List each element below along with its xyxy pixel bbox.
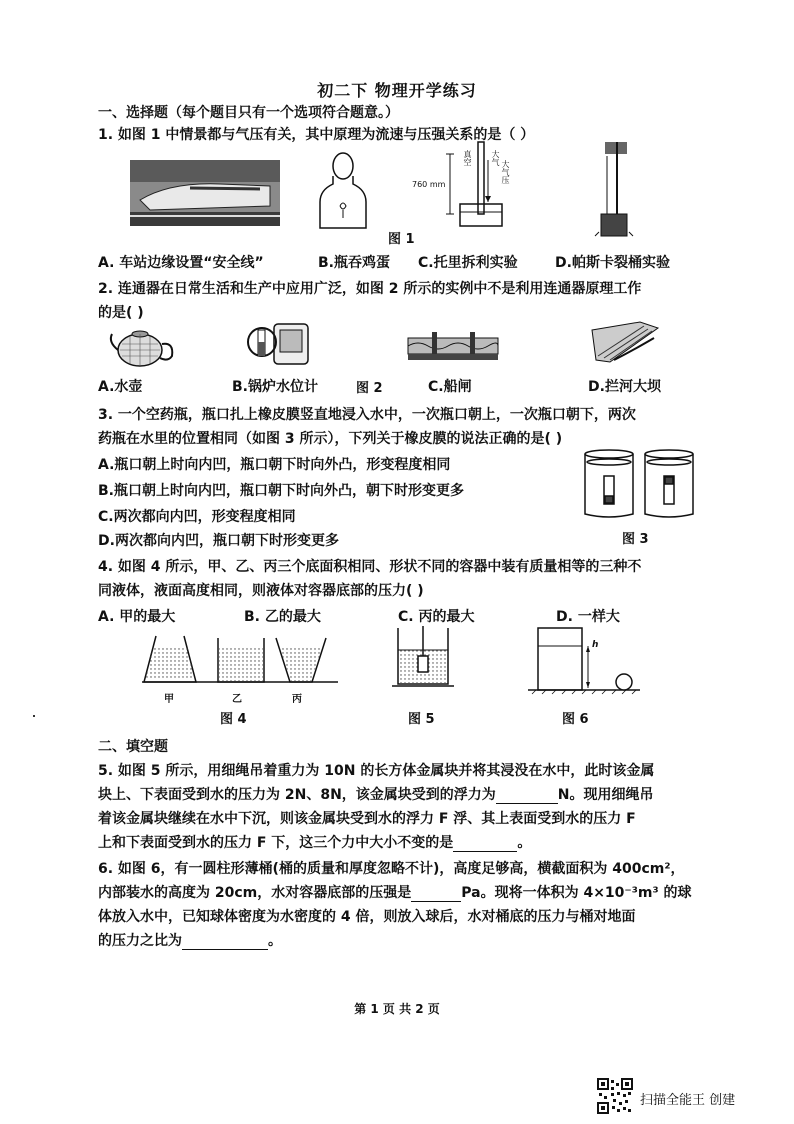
q2-option-a: A.水壶 xyxy=(98,379,143,395)
q1-option-d: D.帕斯卡裂桶实验 xyxy=(555,255,670,271)
q2-option-b: B.锅炉水位计 xyxy=(232,379,318,395)
section2-heading: 二、填空题 xyxy=(98,739,168,755)
q5-line1: 5. 如图 5 所示，用细绳吊着重力为 10N 的长方体金属块并将其浸没在水中，此时该金属 xyxy=(98,763,655,779)
fig1-caption: 图 1 xyxy=(388,232,415,247)
fig3-beakers-icon xyxy=(582,448,698,520)
torricelli-air-pressure-label: 大气压 xyxy=(501,160,510,184)
scanner-brand-text: 扫描全能王 创建 xyxy=(640,1093,736,1108)
fig5-caption: 图 5 xyxy=(408,712,435,727)
torricelli-air-label: 大气 xyxy=(491,150,500,166)
q5-line2-text-b: N。现用细绳吊 xyxy=(557,787,654,803)
q2-option-c: C.船闸 xyxy=(428,379,472,395)
q6-ratio-blank[interactable] xyxy=(182,935,268,950)
fig2-caption: 图 2 xyxy=(356,381,383,396)
container-label-jia: 甲 xyxy=(164,694,174,705)
q5-constant-force-blank[interactable] xyxy=(453,837,517,852)
torricelli-vacuum-label: 真空 xyxy=(463,150,472,166)
q4-option-a: A. 甲的最大 xyxy=(98,609,176,625)
q1-option-c: C.托里拆利实验 xyxy=(418,255,518,271)
q5-line2 xyxy=(98,784,654,804)
ship-lock-icon xyxy=(408,330,498,362)
q4-stem-line2: 同液体，液面高度相同，则液体对容器底部的压力( ) xyxy=(98,583,424,599)
q6-line4-text-a: 的压力之比为 xyxy=(98,933,182,949)
q3-option-a: A.瓶口朝上时向内凹，瓶口朝下时向外凸，形变程度相同 xyxy=(98,457,451,473)
q2-option-d: D.拦河大坝 xyxy=(588,379,661,395)
q3-option-d: D.两次都向内凹，瓶口朝下时形变更多 xyxy=(98,533,339,549)
fig4-caption: 图 4 xyxy=(220,712,247,727)
q3-stem-line2: 药瓶在水里的位置相同（如图 3 所示），下列关于橡皮膜的说法正确的是( ) xyxy=(98,431,563,447)
bottle-egg-icon xyxy=(318,152,368,230)
q3-option-c: C.两次都向内凹，形变程度相同 xyxy=(98,509,296,525)
q4-option-d: D. 一样大 xyxy=(556,609,620,625)
qr-code-icon xyxy=(597,1078,633,1114)
q5-line4 xyxy=(98,832,531,852)
q5-buoyancy-blank[interactable] xyxy=(496,789,558,804)
boiler-gauge-icon xyxy=(244,318,314,368)
q5-line2-text-a: 块上、下表面受到水的压力为 2N、8N，该金属块受到的浮力为 xyxy=(98,787,496,803)
fig6-h-label: h xyxy=(592,640,599,650)
q2-stem-line1: 2. 连通器在日常生活和生产中应用广泛，如图 2 所示的实例中不是利用连通器原理工作 xyxy=(98,281,642,297)
scan-speck xyxy=(33,715,35,717)
torricelli-height-label: 760 mm xyxy=(412,180,446,189)
q4-stem-line1: 4. 如图 4 所示，甲、乙、丙三个底面积相同、形状不同的容器中装有质量相等的三种不 xyxy=(98,559,642,575)
q2-stem-line2: 的是( ) xyxy=(98,305,144,321)
q1-option-b: B.瓶吞鸡蛋 xyxy=(318,255,390,271)
q6-line1: 6. 如图 6，有一圆柱形薄桶(桶的质量和厚度忽略不计)，高度足够高，横截面积为 400cm²， xyxy=(98,861,685,877)
fig4-containers-icon xyxy=(142,632,338,688)
fig6-caption: 图 6 xyxy=(562,712,589,727)
q5-line4-text-b: 。 xyxy=(517,835,532,851)
q6-pressure-blank[interactable] xyxy=(411,887,461,902)
pascal-barrel-icon xyxy=(595,136,635,238)
q1-option-a: A. 车站边缘设置“安全线” xyxy=(98,255,264,271)
river-dam-icon xyxy=(590,320,660,364)
q5-line3: 着该金属块继续在水中下沉，则该金属块受到水的浮力 F 浮、其上表面受到水的压力 F xyxy=(98,811,636,827)
q3-option-b: B.瓶口朝上时向内凹，瓶口朝下时向外凸，朝下时形变更多 xyxy=(98,483,464,499)
q6-line2-text-a: 内部装水的高度为 20cm，水对容器底部的压强是 xyxy=(98,885,412,901)
container-label-yi: 乙 xyxy=(232,694,242,705)
q3-stem-line1: 3. 一个空药瓶，瓶口扎上橡皮膜竖直地浸入水中，一次瓶口朝上，一次瓶口朝下，两次 xyxy=(98,407,636,423)
fig5-beaker-block-icon xyxy=(392,626,454,692)
train-photo-icon xyxy=(130,160,280,226)
q4-option-c: C. 丙的最大 xyxy=(398,609,475,625)
q6-line4 xyxy=(98,930,282,950)
q6-line2-text-b: Pa。现将一体积为 4×10⁻³m³ 的球 xyxy=(461,885,692,901)
page-title: 初二下 物理开学练习 xyxy=(317,81,477,100)
container-label-bing: 丙 xyxy=(292,694,302,705)
q5-line4-text-a: 上和下表面受到水的压力 F 下，这三个力中大小不变的是 xyxy=(98,835,454,851)
q4-option-b: B. 乙的最大 xyxy=(244,609,321,625)
teapot-icon xyxy=(106,322,176,368)
q1-stem: 1. 如图 1 中情景都与气压有关，其中原理为流速与压强关系的是（ ） xyxy=(98,127,535,143)
section1-heading: 一、选择题（每个题目只有一个选项符合题意。） xyxy=(98,105,399,121)
fig3-caption: 图 3 xyxy=(622,532,649,547)
q6-line2 xyxy=(98,882,692,902)
fig6-bucket-ball-icon xyxy=(528,624,640,696)
page-footer: 第 1 页 共 2 页 xyxy=(354,1002,440,1016)
q6-line4-text-b: 。 xyxy=(268,933,282,949)
q6-line3: 体放入水中，已知球体密度为水密度的 4 倍，则放入球后，水对桶底的压力与桶对地面 xyxy=(98,909,636,925)
